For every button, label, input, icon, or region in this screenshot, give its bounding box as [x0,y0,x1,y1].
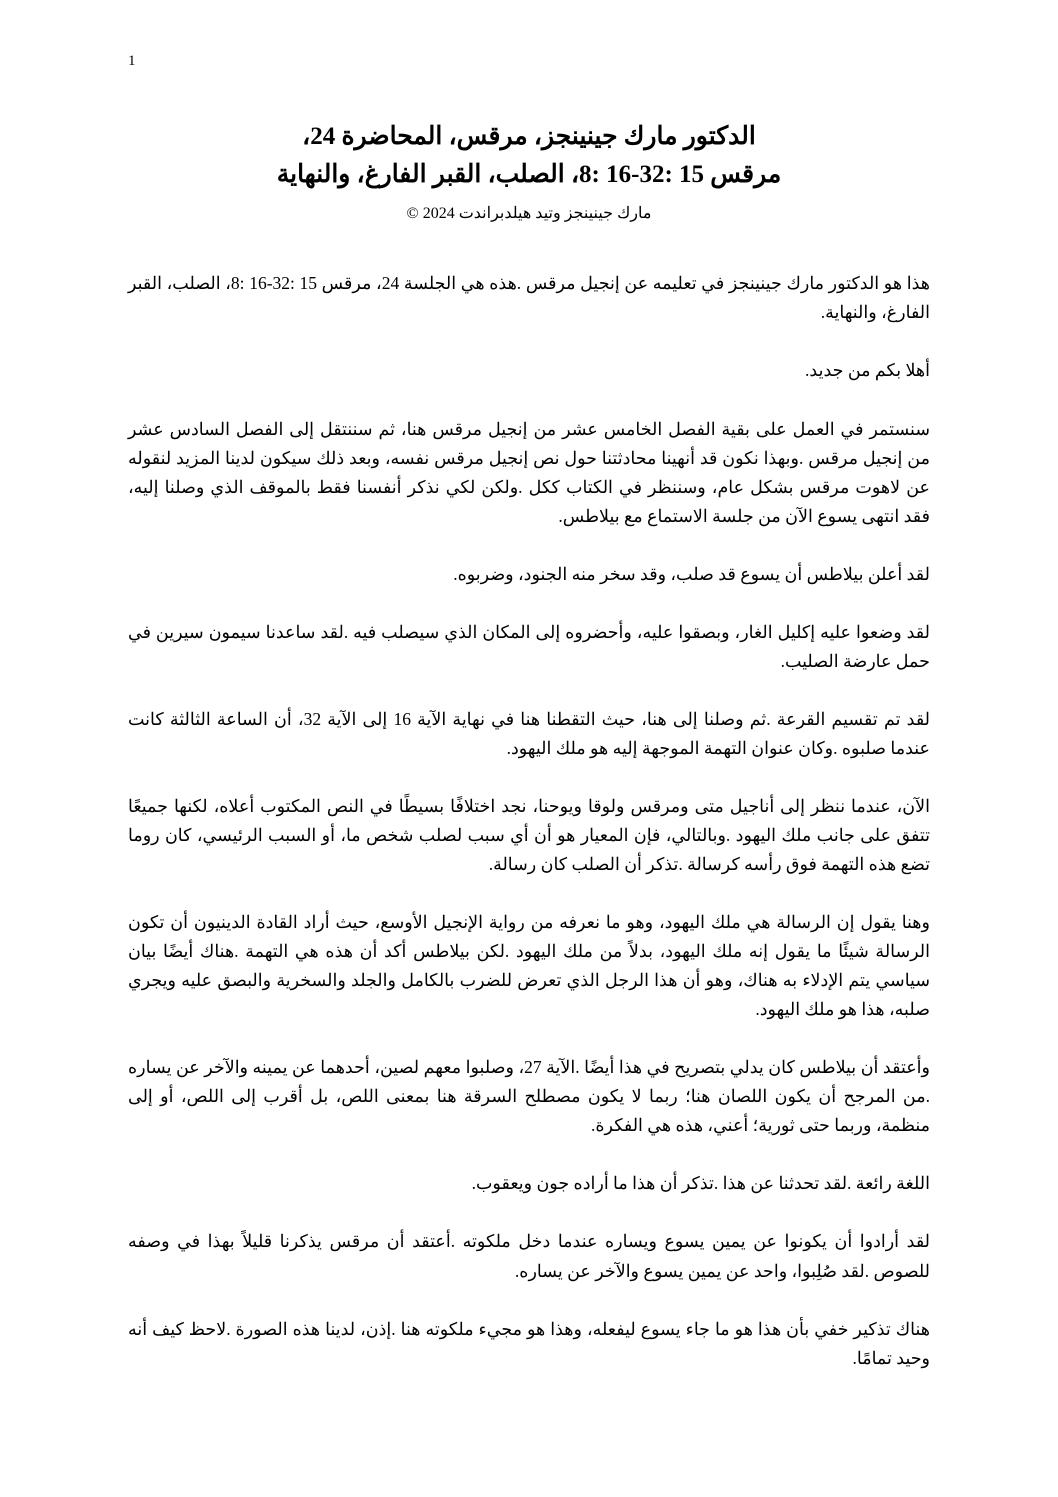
document-title [128,118,930,193]
title-line-2: مرقس 15 :32-16 :8، الصلب، القبر الفارغ، والنهاية [276,160,782,188]
paragraph: سنستمر في العمل على بقية الفصل الخامس عشر من إنجيل مرقس هنا، ثم سننتقل إلى الفصل السادس عشر من إنجيل مرقس .وبهذا نكون قد أنهينا محادثتنا حول نص إنجيل مرقس نفسه، وبعد ذلك سيكون لدينا المزيد لنقوله عن لاهوت مرقس بشكل عام، وسننظر في الكتاب ككل .ولكن لكي نذكر أنفسنا فقط بالموقف الذي وصلنا إليه، فقد انتهى يسوع الآن من جلسة الاستماع مع بيلاطس. [128,418,930,526]
paragraph: وهنا يقول إن الرسالة هي ملك اليهود، وهو ما نعرفه من رواية الإنجيل الأوسع، حيث أراد القادة الدينيون أن تكون الرسالة شيئًا ما يقول إنه ملك اليهود، بدلاً من ملك اليهود .لكن بيلاطس أكد أن هذه هي التهمة .هناك أيضًا بيان سياسي يتم الإدلاء به هناك، وهو أن هذا الرجل الذي تعرض للضرب بالكامل والجلد والسخرية والبصق عليه ويجري صلبه، هذا هو ملك اليهود. [128,912,930,1020]
document-body [128,269,930,1372]
paragraph: أهلا بكم من جديد. [805,360,930,381]
paragraph: لقد أعلن بيلاطس أن يسوع قد صلب، وقد سخر منه الجنود، وضربوه. [453,563,930,584]
page-number: 1 [128,53,136,69]
paragraph: لقد تم تقسيم القرعة .ثم وصلنا إلى هنا، حيث التقطنا هنا في نهاية الآية 16 إلى الآية 32، أن الساعة الثالثة كانت عندما صلبوه .وكان عنوان التهمة الموجهة إليه هو ملك اليهود. [128,708,931,758]
paragraph: لقد وضعوا عليه إكليل الغار، وبصقوا عليه، وأحضروه إلى المكان الذي سيصلب فيه .لقد ساعدنا سيمون سيرين في حمل عارضة الصليب. [128,621,930,671]
paragraph: اللغة رائعة .لقد تحدثنا عن هذا .تذكر أن هذا ما أراده جون ويعقوب. [471,1173,930,1194]
paragraph: لقد أرادوا أن يكونوا عن يمين يسوع ويساره عندما دخل ملكوته .أعتقد أن مرقس يذكرنا قليلاً بهذا في وصفه للصوص .لقد صُلِبوا، واحد عن يمين يسوع والآخر عن يساره. [128,1231,930,1281]
copyright-line: مارك جينينجز وتيد هيلدبراندت 2024 © [406,205,652,222]
paragraph: وأعتقد أن بيلاطس كان يدلي بتصريح في هذا أيضًا .الآية 27، وصلبوا معهم لصين، أحدهما عن يمينه والآخر عن يساره .من المرجح أن يكون اللصان هنا؛ ربما لا يكون مصطلح السرقة هنا بمعنى اللص، بل أقرب إلى اللص، أو إلى منظمة، وربما حتى ثورية؛ أعني، هذه هي الفكرة. [128,1057,930,1136]
title-line-1: الدكتور مارك جينينجز، مرقس، المحاضرة 24، [302,123,756,150]
paragraph: الآن، عندما ننظر إلى أناجيل متى ومرقس ولوقا ويوحنا، نجد اختلافًا بسيطًا في النص المكتوب أعلاه، لكنها جميعًا تتفق على جانب ملك اليهود .وبالتالي، فإن المعيار هو أن أي سبب لصلب شخص ما، أو السبب الرئيسي، كان روما تضع هذه التهمة فوق رأسه كرسالة .تذكر أن الصلب كان رسالة. [128,795,930,875]
paragraph: هذا هو الدكتور مارك جينينجز في تعليمه عن إنجيل مرقس .هذه هي الجلسة 24، مرقس 15 :32-16 :8، الصلب، القبر الفارغ، والنهاية. [128,273,930,323]
paragraph: هناك تذكير خفي بأن هذا هو ما جاء يسوع ليفعله، وهذا هو مجيء ملكوته هنا .إذن، لدينا هذه الصورة .لاحظ كيف أنه وحيد تمامًا. [128,1318,930,1368]
